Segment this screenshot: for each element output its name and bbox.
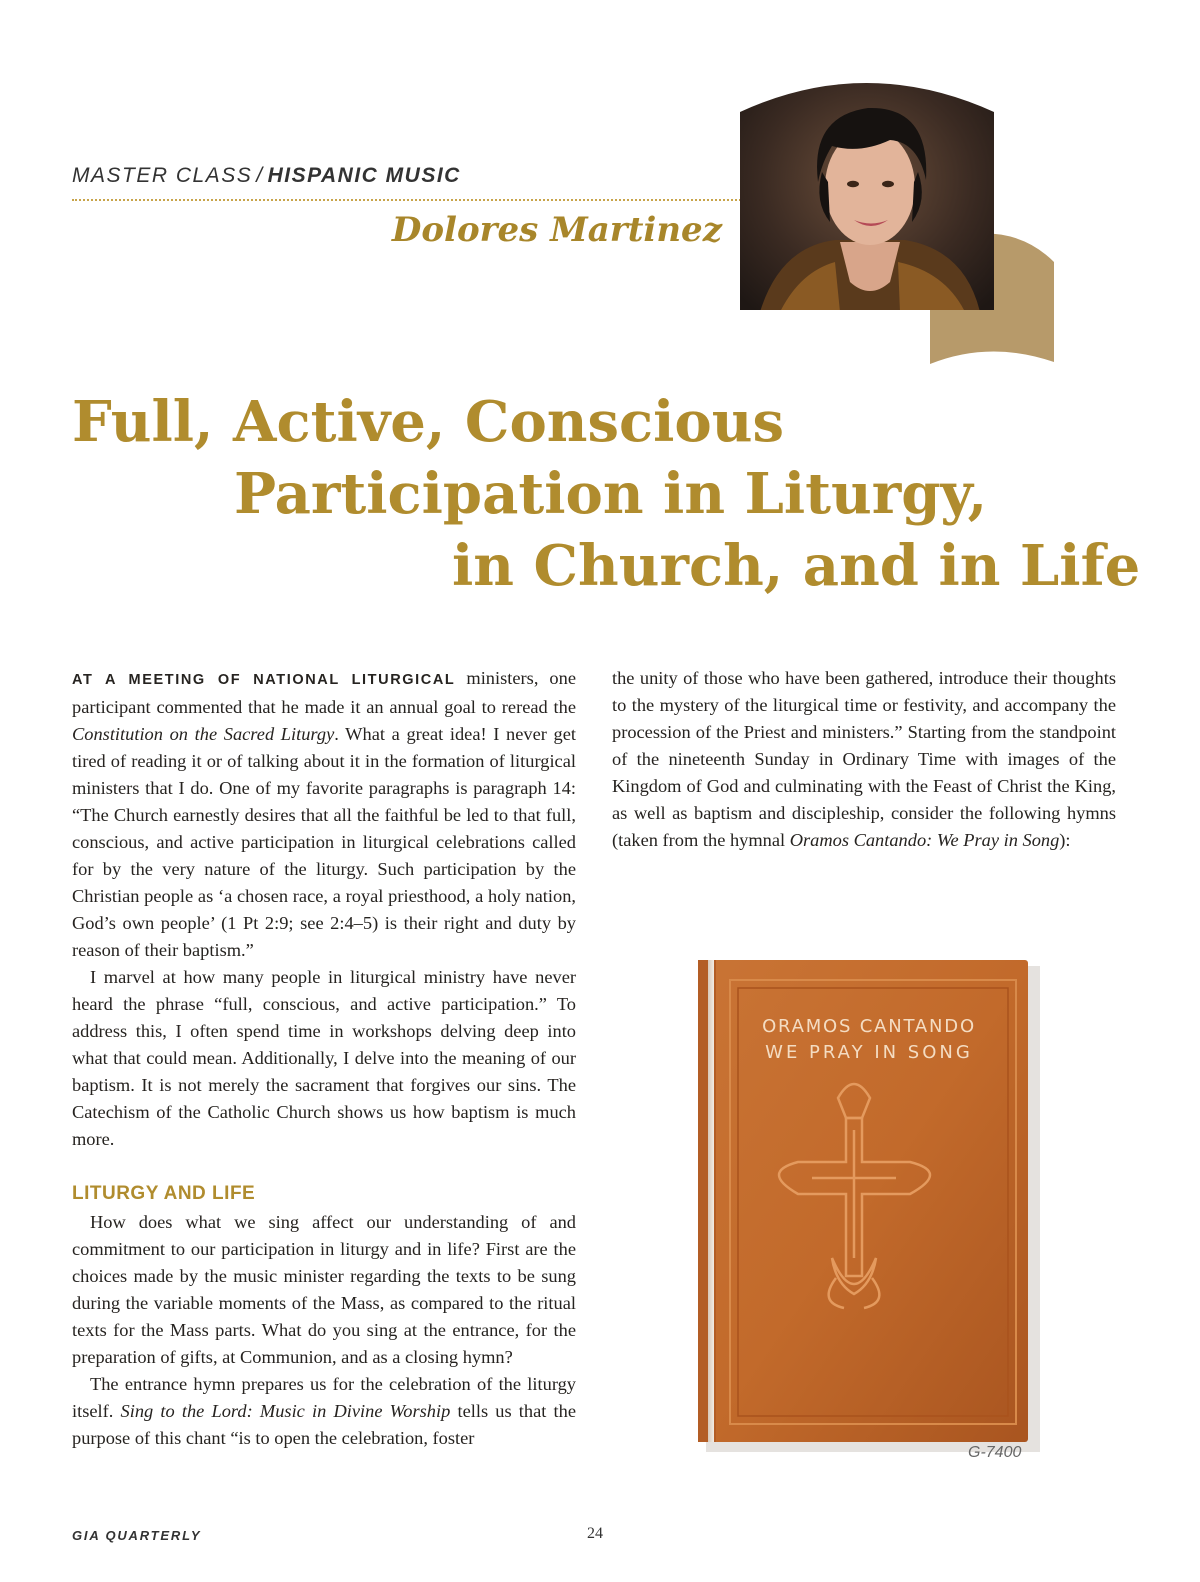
headline-line-3: in Church, and in Life — [452, 533, 1141, 599]
cited-title: Constitution on the Sacred Liturgy — [72, 724, 335, 744]
book-caption: G-7400 — [968, 1444, 1022, 1461]
paragraph-5: the unity of those who have been gathered, introduce their thoughts to the mystery of the liturgical time or festivity, and accompany the procession of the Priest and ministers.” Starting from the standpoint of the nineteenth Sunday in Ordinary Time with images of the Kingdom of God and culminating with the Feast of Christ the King, as well as baptism and discipleship, consider the following hymns (taken from the hymnal Oramos Cantando: We Pray in Song): — [612, 668, 1116, 850]
article-column-right — [612, 665, 1116, 854]
section-name: MASTER CLASS — [72, 164, 253, 187]
cited-title: Oramos Cantando: We Pray in Song — [789, 830, 1060, 850]
kicker-separator: / — [256, 164, 264, 187]
section-subhead: LITURGY AND LIFE — [72, 1183, 256, 1204]
book-cover-title — [696, 1014, 1042, 1066]
page-number: 24 — [587, 1525, 603, 1542]
hymnal-book-image — [696, 958, 1042, 1454]
author-portrait — [740, 72, 1054, 368]
dotted-divider — [72, 199, 772, 201]
headline-line-1: Full, Active, Conscious — [72, 389, 785, 455]
paragraph-3: How does what we sing affect our understanding of and commitment to our participation in liturgy and in life? First are the choices made by the music minister regarding the texts to be sung during the variable moments of the Mass, as compared to the ritual texts for the Mass parts. What do you sing at the entrance, for the preparation of gifts, at Communion, and as a closing hymn? — [72, 1212, 576, 1367]
section-topic: HISPANIC MUSIC — [267, 164, 461, 187]
book-title-line-1: ORAMOS CANTANDO — [762, 1016, 976, 1037]
author-name: Dolores Martinez — [391, 210, 722, 250]
lead-in: AT A MEETING OF NATIONAL LITURGICAL — [72, 672, 456, 688]
article-column-left — [72, 665, 576, 1452]
section-kicker — [72, 164, 461, 188]
paragraph-1: AT A MEETING OF NATIONAL LITURGICAL ministers, one participant commented that he made it an annual goal to reread the Constitution on the Sacred Liturgy. What a great idea! I never get tired of reading it or of talking about it in the formation of liturgical ministers that I do. One of my favorite paragraphs is paragraph 14: “The Church earnestly desires that all the faithful be led to that full, conscious, and active participation in liturgical celebrations called for by the very nature of the liturgy. Such participation by the Christian people as ‘a chosen race, a royal priesthood, a holy nation, God’s own people’ (1 Pt 2:9; see 2:4–5) is their right and duty by reason of their baptism.” — [72, 668, 576, 960]
paragraph-2: I marvel at how many people in liturgical ministry have never heard the phrase “full, conscious, and active participation.” To address this, I often spend time in workshops delving deep into what that could mean. Additionally, I delve into the meaning of our baptism. It is not merely the sacrament that forgives our sins. The Catechism of the Catholic Church shows us how baptism is much more. — [72, 967, 576, 1149]
article-headline — [72, 386, 1141, 602]
cited-title: Sing to the Lord: Music in Divine Worship — [120, 1401, 451, 1421]
book-title-line-2: WE PRAY IN SONG — [765, 1042, 973, 1063]
publication-name: GIA QUARTERLY — [72, 1528, 202, 1543]
paragraph-4: The entrance hymn prepares us for the celebration of the liturgy itself. Sing to the Lord: Music in Divine Worship tells us that the purpose of this chant “is to open the celebration, foster — [72, 1374, 577, 1448]
headline-line-2: Participation in Liturgy, — [234, 461, 988, 527]
